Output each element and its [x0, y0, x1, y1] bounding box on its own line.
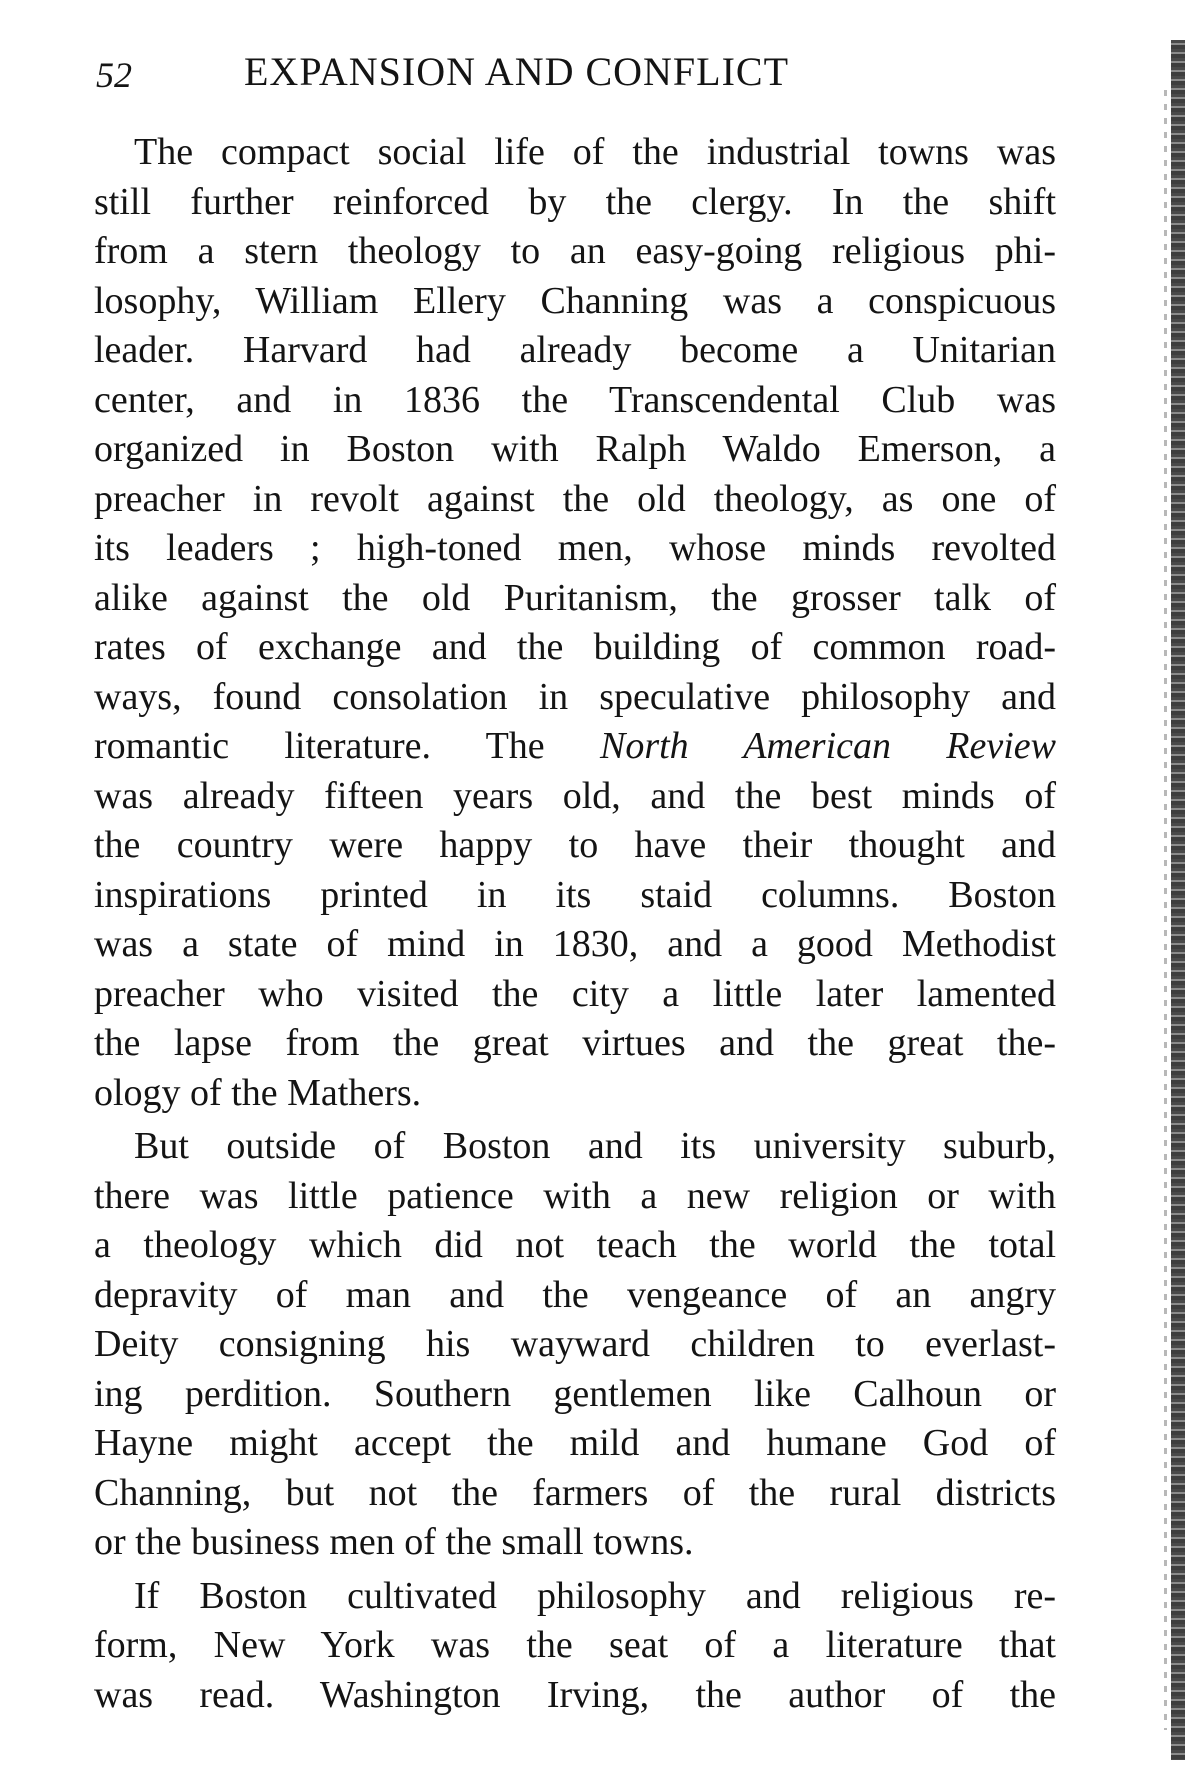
- text-line: But outside of Boston and its university suburb,: [134, 1125, 1056, 1167]
- text-line: ways, found consolation in speculative philosophy and: [94, 675, 1056, 718]
- text-line: still further reinforced by the clergy. In the shift: [94, 180, 1056, 223]
- text-line: was already fifteen years old, and the best minds of: [94, 774, 1056, 817]
- paragraph-outside-boston: [94, 1122, 1056, 1568]
- text-line: rates of exchange and the building of common road-: [94, 626, 1056, 668]
- chapter-title: EXPANSION AND CONFLICT: [244, 49, 790, 94]
- italic-title-north-american-review: North American Review: [599, 725, 1057, 767]
- text-line: ing perdition. Southern gentlemen like Calhoun or: [94, 1372, 1056, 1415]
- paragraph-clergy: [94, 128, 1056, 1118]
- text-line: from a stern theology to an easy-going religious phi-: [94, 230, 1056, 272]
- text-line: or the business men of the small towns.: [94, 1521, 694, 1563]
- book-binding-shadow: [1164, 90, 1167, 1730]
- text-line: preacher who visited the city a little later lamented: [94, 972, 1056, 1015]
- text-line-with-italic: [94, 722, 1056, 772]
- text-line: ology of the Mathers.: [94, 1071, 422, 1114]
- text-line: Hayne might accept the mild and humane God of: [94, 1422, 1056, 1464]
- text-run: romantic literature. The: [94, 725, 600, 767]
- text-line: was a state of mind in 1830, and a good Methodist: [94, 923, 1056, 965]
- text-line: The compact social life of the industrial towns was: [134, 131, 1056, 173]
- text-line: preacher in revolt against the old theology, as one of: [94, 477, 1056, 520]
- text-line: organized in Boston with Ralph Waldo Emerson, a: [94, 428, 1056, 470]
- text-line: the country were happy to have their thought and: [94, 824, 1056, 866]
- text-line: its leaders ; high-toned men, whose minds revolted: [94, 527, 1056, 569]
- text-line: losophy, William Ellery Channing was a conspicuous: [94, 279, 1056, 322]
- body-text: [94, 128, 1056, 1720]
- book-binding-edge: [1171, 40, 1185, 1760]
- text-line: If Boston cultivated philosophy and religious re-: [134, 1574, 1056, 1617]
- text-line: form, New York was the seat of a literature that: [94, 1624, 1056, 1666]
- paragraph-new-york: [94, 1572, 1056, 1721]
- page-number: 52: [96, 55, 132, 95]
- text-line: alike against the old Puritanism, the grosser talk of: [94, 576, 1056, 619]
- text-line: depravity of man and the vengeance of an angry: [94, 1273, 1056, 1316]
- text-line: was read. Washington Irving, the author of the: [94, 1673, 1056, 1716]
- running-head: [96, 48, 1046, 108]
- text-line: Channing, but not the farmers of the rural districts: [94, 1471, 1056, 1514]
- text-line: there was little patience with a new religion or with: [94, 1174, 1056, 1217]
- text-line: the lapse from the great virtues and the great the-: [94, 1022, 1056, 1064]
- text-line: leader. Harvard had already become a Unitarian: [94, 329, 1056, 371]
- text-line: center, and in 1836 the Transcendental Club was: [94, 378, 1056, 421]
- text-line: Deity consigning his wayward children to everlast-: [94, 1323, 1056, 1365]
- text-line: a theology which did not teach the world the total: [94, 1224, 1056, 1266]
- text-line: inspirations printed in its staid columns. Boston: [94, 873, 1056, 916]
